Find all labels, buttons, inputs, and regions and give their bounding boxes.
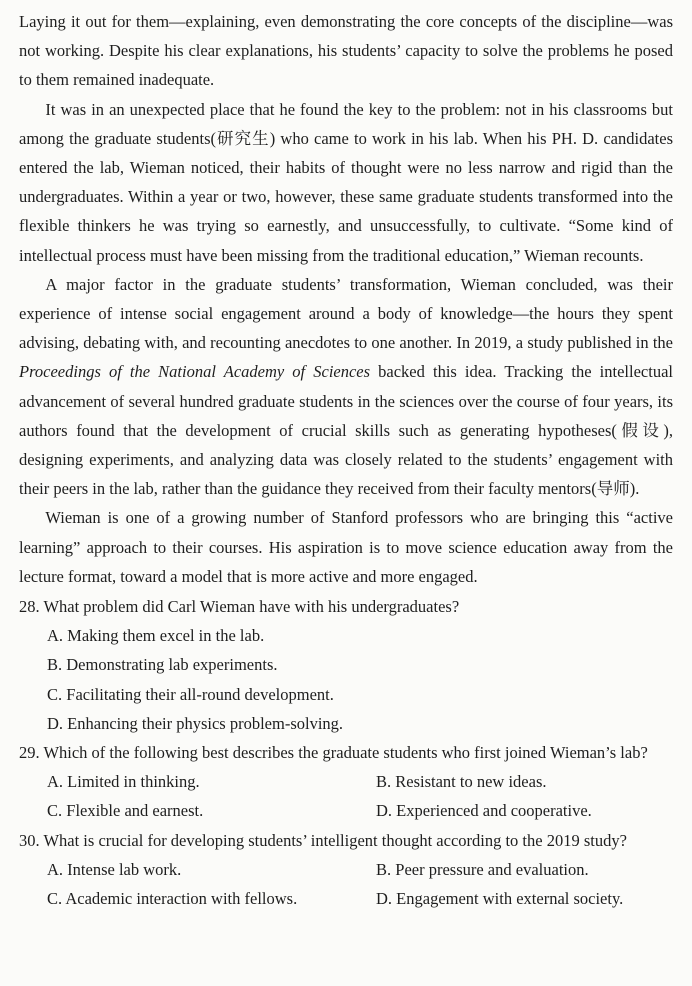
option-28-B	[47, 650, 673, 679]
passage-paragraph-4	[19, 503, 673, 591]
passage-text-segment: backed this idea. Tracking the intellectual advancement of several hundred graduate students in the sciences over the course of four years, its authors found that the development of crucial skills such as generating hypotheses(假设), designing experiments, and analyzing data was closely related to the students’ engagement with their peers in the lab, rather than the guidance they received from their faculty mentors(导师).	[19, 362, 673, 499]
question-text: What is crucial for developing students’ intelligent thought according to the 2019 study?	[39, 830, 627, 850]
option-text: Limited in thinking.	[63, 772, 200, 792]
question-30	[19, 826, 673, 914]
question-list	[19, 592, 673, 913]
option-label: D.	[376, 889, 393, 909]
option-label: D.	[376, 801, 393, 821]
option-group	[47, 855, 673, 913]
option-text: Demonstrating lab experiments.	[62, 655, 278, 675]
question-text: What problem did Carl Wieman have with his undergraduates?	[39, 597, 460, 617]
question-number: 28.	[19, 597, 40, 617]
option-label: A.	[47, 626, 64, 646]
option-29-C	[47, 796, 376, 825]
passage-text-segment: A major factor in the graduate students’ transformation, Wieman concluded, was their experience of intense social engagement around a body of knowledge—the hours they spent advising, debating with, and recounting anecdotes to one another. In 2019, a study published in the	[19, 274, 673, 353]
option-group	[47, 621, 673, 738]
option-30-D	[376, 884, 673, 913]
option-28-A	[47, 621, 673, 650]
question-number: 30.	[19, 830, 40, 850]
option-label: C.	[47, 801, 63, 821]
option-29-A	[47, 767, 376, 796]
option-text: Experienced and cooperative.	[392, 801, 592, 821]
option-label: C.	[47, 889, 63, 909]
option-group	[47, 767, 673, 825]
question-text: Which of the following best describes the graduate students who first joined Wieman’s lab?	[39, 743, 648, 763]
passage-text-segment: It was in an unexpected place that he found the key to the problem: not in his classrooms but among the graduate students(研究生) who came to work in his lab. When his PH. D. candidates entered the lab, Wieman noticed, their habits of thought were no less narrow and rigid than the undergraduates. Within a year or two, however, these same graduate students transformed into the flexible thinkers he was trying so earnestly, and unsuccessfully, to cultivate. “Some kind of intellectual process must have been missing from the traditional education,” Wieman recounts.	[19, 99, 673, 265]
option-text: Intense lab work.	[63, 859, 182, 879]
option-text: Facilitating their all-round development.	[62, 684, 334, 704]
question-29	[19, 738, 673, 826]
option-28-C	[47, 680, 673, 709]
question-number: 29.	[19, 743, 40, 763]
question-stem	[19, 592, 673, 621]
option-text: Enhancing their physics problem-solving.	[63, 713, 344, 733]
option-29-D	[376, 796, 673, 825]
journal-title-italic: Proceedings of the National Academy of Sciences	[19, 362, 371, 382]
option-label: A.	[47, 772, 64, 792]
reading-passage	[19, 7, 673, 591]
question-stem	[19, 738, 673, 767]
question-28	[19, 592, 673, 738]
option-text: Engagement with external society.	[392, 889, 624, 909]
passage-text-segment: Wieman is one of a growing number of Stanford professors who are bringing this “active learning” approach to their courses. His aspiration is to move science education away from the lecture format, toward a model that is more active and more engaged.	[19, 508, 673, 586]
option-text: Making them excel in the lab.	[63, 626, 265, 646]
option-30-A	[47, 855, 376, 884]
passage-text-segment: Laying it out for them—explaining, even demonstrating the core concepts of the discipline—was not working. Despite his clear explanations, his students’ capacity to solve the problems he posed to them remained inadequate.	[19, 12, 673, 90]
passage-paragraph-2	[19, 95, 673, 270]
option-label: A.	[47, 859, 64, 879]
option-label: B.	[47, 655, 63, 675]
option-text: Flexible and earnest.	[62, 801, 204, 821]
option-text: Academic interaction with fellows.	[62, 889, 298, 909]
passage-paragraph-3	[19, 270, 673, 504]
option-29-B	[376, 767, 673, 796]
question-stem	[19, 826, 673, 855]
option-text: Resistant to new ideas.	[391, 772, 547, 792]
option-30-C	[47, 884, 376, 913]
option-30-B	[376, 855, 673, 884]
option-label: C.	[47, 684, 63, 704]
option-label: B.	[376, 859, 392, 879]
passage-paragraph-1	[19, 7, 673, 95]
option-text: Peer pressure and evaluation.	[391, 859, 589, 879]
option-label: B.	[376, 772, 392, 792]
option-28-D	[47, 709, 673, 738]
option-label: D.	[47, 713, 64, 733]
